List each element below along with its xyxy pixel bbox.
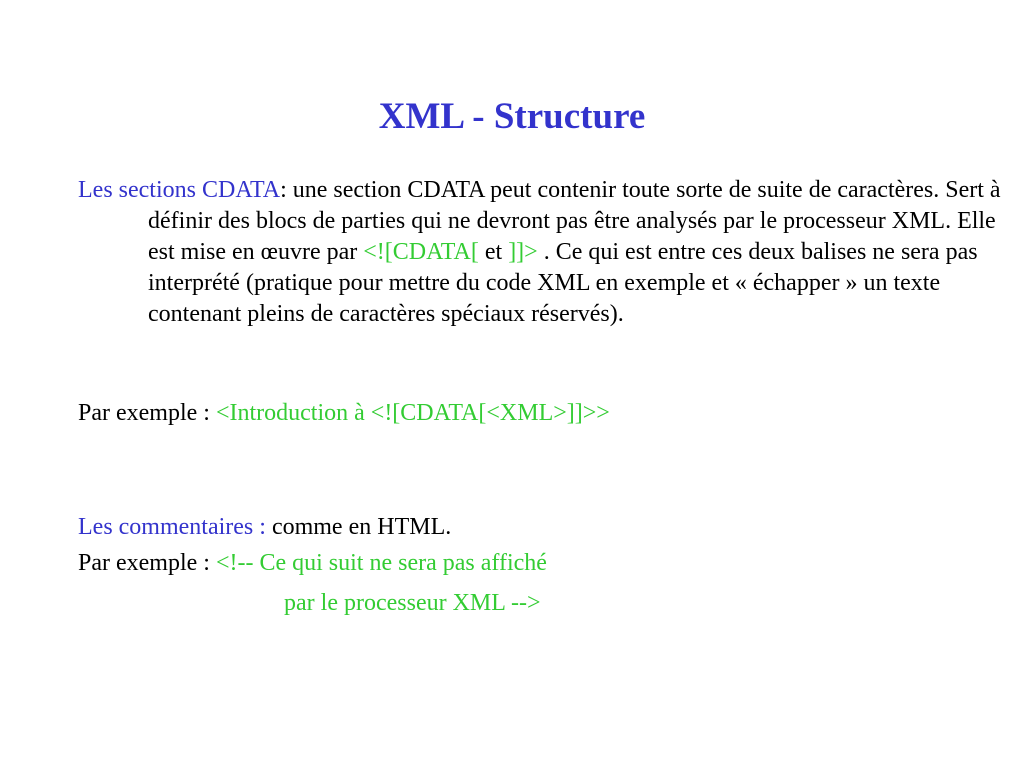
cdata-example [78, 398, 958, 429]
comments-label: Les commentaires : [78, 514, 266, 540]
cdata-close-tag: ]]> [508, 239, 538, 265]
cdata-example-code: <Introduction à <![CDATA[<XML>]]>> [215, 400, 610, 426]
cdata-example-prefix: Par exemple : [78, 400, 216, 426]
comments-example-continuation [284, 588, 884, 619]
comments-text: comme en HTML. [265, 514, 452, 540]
slide-title-text: XML - Structure [378, 96, 646, 137]
slide-title [0, 93, 1024, 141]
cdata-open-tag: <![CDATA[ [363, 239, 479, 265]
cdata-connector: et [478, 239, 509, 265]
cdata-text-1: : une section CDATA peut contenir toute sorte de suite de caractères. Sert à définir des blocs de parties qui ne devront pas être analysés par le processeur XML. Elle est mise en œuvre par [148, 177, 1001, 265]
cdata-paragraph [78, 175, 1024, 330]
comments-example-prefix: Par exemple : [78, 550, 216, 576]
comments-paragraph [78, 512, 958, 543]
comments-example [78, 548, 958, 579]
comments-example-code-line-1: <!-- Ce qui suit ne sera pas affiché [215, 550, 547, 576]
cdata-text-2: . Ce qui est entre ces deux balises ne sera pas interprété (pratique pour mettre du code XML en exemple et « échapper » un texte contenant pleins de caractères spéciaux réservés). [148, 239, 978, 327]
comments-example-code-line-2: par le processeur XML --> [284, 590, 541, 616]
cdata-label: Les sections CDATA [78, 177, 281, 203]
